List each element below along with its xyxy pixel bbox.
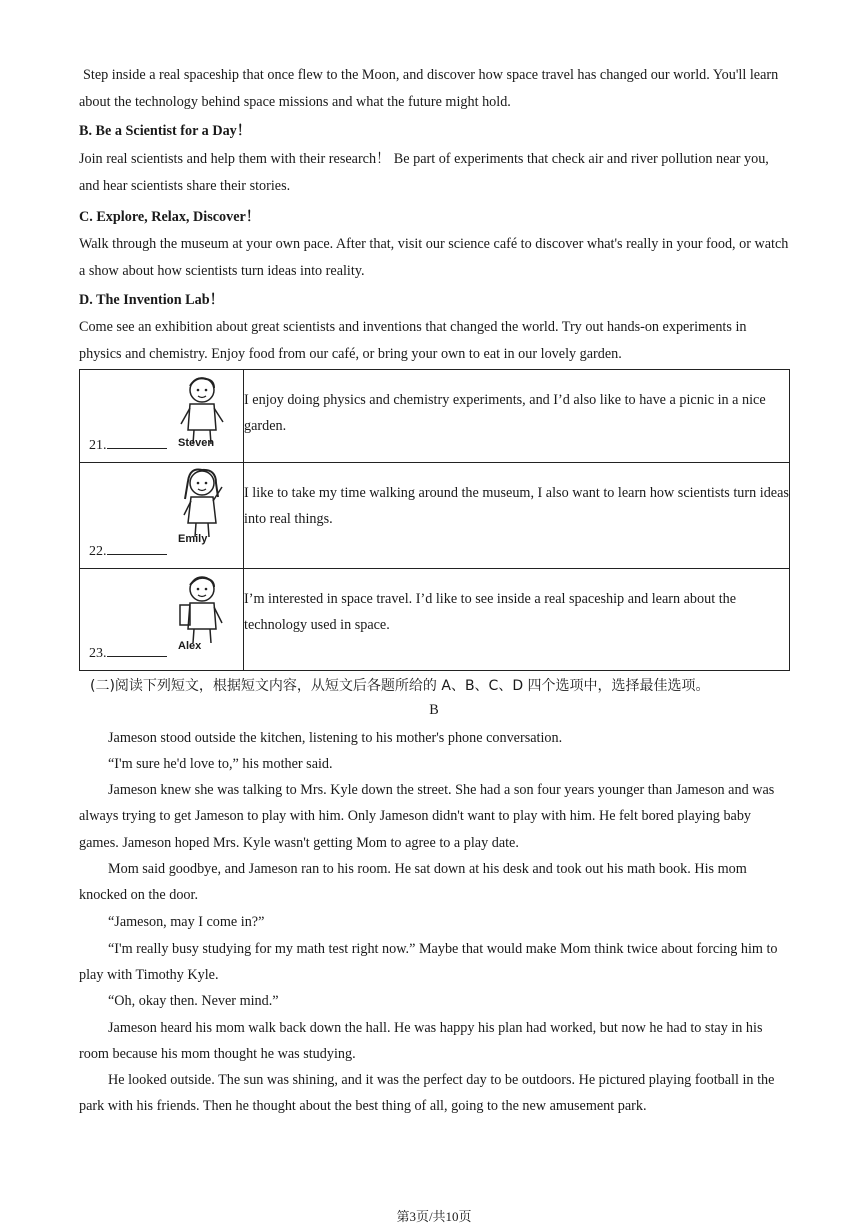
story-paragraph: “Jameson, may I come in?” bbox=[108, 914, 265, 930]
person-name: Alex bbox=[178, 640, 202, 652]
person-cell bbox=[80, 569, 244, 671]
story-paragraph: “Oh, okay then. Never mind.” bbox=[108, 993, 279, 1009]
matching-row bbox=[80, 370, 790, 463]
section-b-text: Join real scientists and help them with their research！ Be part of experiments that check air and river pollution near you, and hear scientists share their stories. bbox=[79, 151, 769, 194]
story-paragraph: He looked outside. The sun was shining, and it was the perfect day to be outdoors. He pictured playing football in the park with his friends. Then he thought about the best thing of all, going to the new amusement park. bbox=[79, 1072, 775, 1115]
person-name: Steven bbox=[178, 437, 215, 449]
matching-row bbox=[80, 463, 790, 569]
question-number: 22. bbox=[89, 542, 167, 560]
answer-blank[interactable] bbox=[107, 644, 167, 657]
person-cell bbox=[80, 463, 244, 569]
section-d-text: Come see an exhibition about great scientists and inventions that changed the world. Try out hands-on experiments in physics and chemistry. Enjoy food from our café, or bring your own to eat in our lovely garden. bbox=[79, 319, 747, 362]
question-number: 23. bbox=[89, 644, 167, 662]
answer-blank[interactable] bbox=[107, 542, 167, 555]
section-c-heading: C. Explore, Relax, Discover！ bbox=[79, 209, 260, 225]
person-cell bbox=[80, 370, 244, 463]
story-paragraph: Jameson knew she was talking to Mrs. Kyle down the street. She had a son four years younger than Jameson and was always trying to get Jameson to play with him. Only Jameson didn't want to play with him. He felt bored playing baby games. Jameson hoped Mrs. Kyle wasn't getting Mom to agree to a play date. bbox=[79, 782, 775, 851]
matching-table bbox=[79, 369, 790, 671]
section-b-heading: B. Be a Scientist for a Day！ bbox=[79, 123, 251, 139]
story-paragraph: “I'm sure he'd love to,” his mother said. bbox=[108, 756, 333, 772]
person-name: Emily bbox=[178, 533, 208, 545]
story-paragraph: Mom said goodbye, and Jameson ran to his room. He sat down at his desk and took out his math book. His mom knocked on the door. bbox=[79, 861, 747, 904]
story-paragraph: “I'm really busy studying for my math test right now.” Maybe that would make Mom think twice about forcing him to play with Timothy Kyle. bbox=[79, 941, 778, 984]
intro-paragraph: Step inside a real spaceship that once flew to the Moon, and discover how space travel has changed our world. You'll learn about the technology behind space missions and what the future might hold. bbox=[79, 67, 779, 110]
section-d-heading: D. The Invention Lab！ bbox=[79, 292, 224, 308]
section-c-text: Walk through the museum at your own pace. After that, visit our science café to discover what's really in your food, or watch a show about how scientists turn ideas into reality. bbox=[79, 236, 789, 279]
section-instruction: (二)阅读下列短文，根据短文内容，从短文后各题所给的 A、B、C、D 四个选项中，选择最佳选项。 bbox=[90, 678, 710, 694]
statement-cell: I’m interested in space travel. I’d like to see inside a real spaceship and learn about the technology used in space. bbox=[244, 569, 790, 671]
answer-blank[interactable] bbox=[107, 436, 167, 449]
passage-label: B bbox=[429, 702, 439, 718]
matching-row bbox=[80, 569, 790, 671]
statement-cell: I like to take my time walking around the museum, I also want to learn how scientists turn ideas into real things. bbox=[244, 463, 790, 569]
story-paragraph: Jameson heard his mom walk back down the hall. He was happy his plan had worked, but now he had to stay in his room because his mom thought he was studying. bbox=[79, 1020, 763, 1063]
page-footer: 第3页/共10页 bbox=[396, 1209, 472, 1224]
question-number: 21. bbox=[89, 436, 167, 454]
statement-cell: I enjoy doing physics and chemistry experiments, and I’d also like to have a picnic in a nice garden. bbox=[244, 370, 790, 463]
story-paragraph: Jameson stood outside the kitchen, listening to his mother's phone conversation. bbox=[108, 730, 563, 746]
